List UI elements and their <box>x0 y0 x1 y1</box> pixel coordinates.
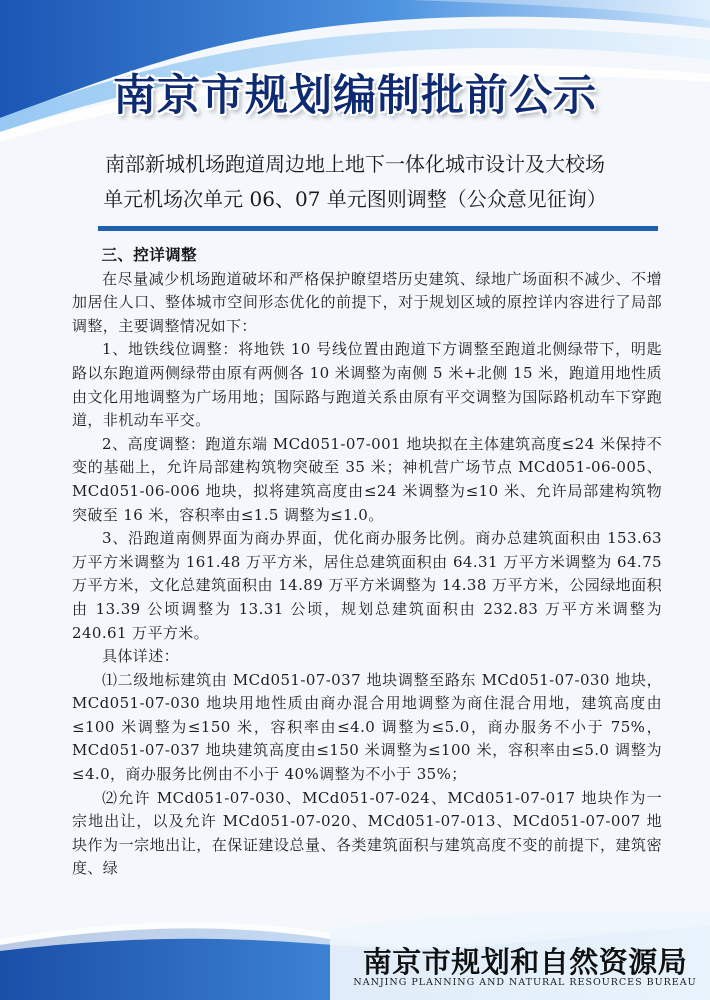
paragraph-height: 2、高度调整：跑道东端 MCd051-07-001 地块拟在主体建筑高度≤24 米保持不变的基础上，允许局部建构筑物突破至 35 米；神机营广场节点 MCd051-06-005、MCd051-06-006 地块，拟将建筑高度由≤24 米调整为≤10 米、允许局部建构筑物突破至 16 米，容积率由≤1.5 调整为≤1.0。 <box>72 434 662 524</box>
paragraph-intro: 在尽量减少机场跑道破坏和严格保护瞭望塔历史建筑、绿地广场面积不减少、不增加居住人口、整体城市空间形态优化的前提下，对于规划区域的原控详内容进行了局部调整，主要调整情况如下： <box>72 269 662 335</box>
page-title: 南京市规划编制批前公示 <box>113 71 597 121</box>
paragraph-detail-1: ⑴二级地标建筑由 MCd051-07-037 地块调整至路东 MCd051-07-030 地块，MCd051-07-030 地块用地性质由商办混合用地调整为商住混合用地，建筑高度由≤100 米调整为≤150 米，容积率由≤4.0 调整为≤5.0，商办服务不小于 75%，MCd051-07-037 地块建筑高度由≤150 米调整为≤100 米，容积率由≤5.0 调整为≤4.0，商办服务比例由不小于 40%调整为不小于 35%； <box>72 670 662 784</box>
paragraph-details-label: 具体详述： <box>102 647 180 666</box>
footer-organization-name: 南京市规划和自然资源局 <box>362 945 688 979</box>
section-heading: 三、控详调整 <box>101 246 197 264</box>
title-divider <box>98 226 658 231</box>
footer-organization-english: NANJING PLANNING AND NATURAL RESOURCES BUREAU <box>353 977 697 988</box>
subtitle-line-1: 南部新城机场跑道周边地上地下一体化城市设计及大校场 <box>105 152 605 176</box>
paragraph-commercial: 3、沿跑道南侧界面为商办界面，优化商办服务比例。商办总建筑面积由 153.63 万平方米调整为 161.48 万平方米，居住总建筑面积由 64.31 万平方米调整为 64.75 万平方米，文化总建筑面积由 14.89 万平方米调整为 14.38 万平方米，公园绿地面积由 13.39 公顷调整为 13.31 公顷，规划总建筑面积由 232.83 万平方米调整为 240.61 万平方米。 <box>72 529 662 642</box>
paragraph-detail-2: ⑵允许 MCd051-07-030、MCd051-07-024、MCd051-07-017 地块作为一宗地出让，以及允许 MCd051-07-020、MCd051-07-013、MCd051-07-007 地块作为一宗地出让，在保证建设总量、各类建筑面积与建筑高度不变的前提下，建筑密度、绿 <box>72 788 662 878</box>
paragraph-metro: 1、地铁线位调整：将地铁 10 号线位置由跑道下方调整至跑道北侧绿带下，明匙路以东跑道两侧绿带由原有两侧各 10 米调整为南侧 5 米+北侧 15 米，跑道用地性质由文化用地调整为广场用地；国际路与跑道关系由原有平交调整为国际路机动车下穿跑道，非机动车平交。 <box>72 340 662 430</box>
subtitle-line-2: 单元机场次单元 06、07 单元图则调整（公众意见征询） <box>103 187 607 211</box>
document-body <box>72 244 662 881</box>
